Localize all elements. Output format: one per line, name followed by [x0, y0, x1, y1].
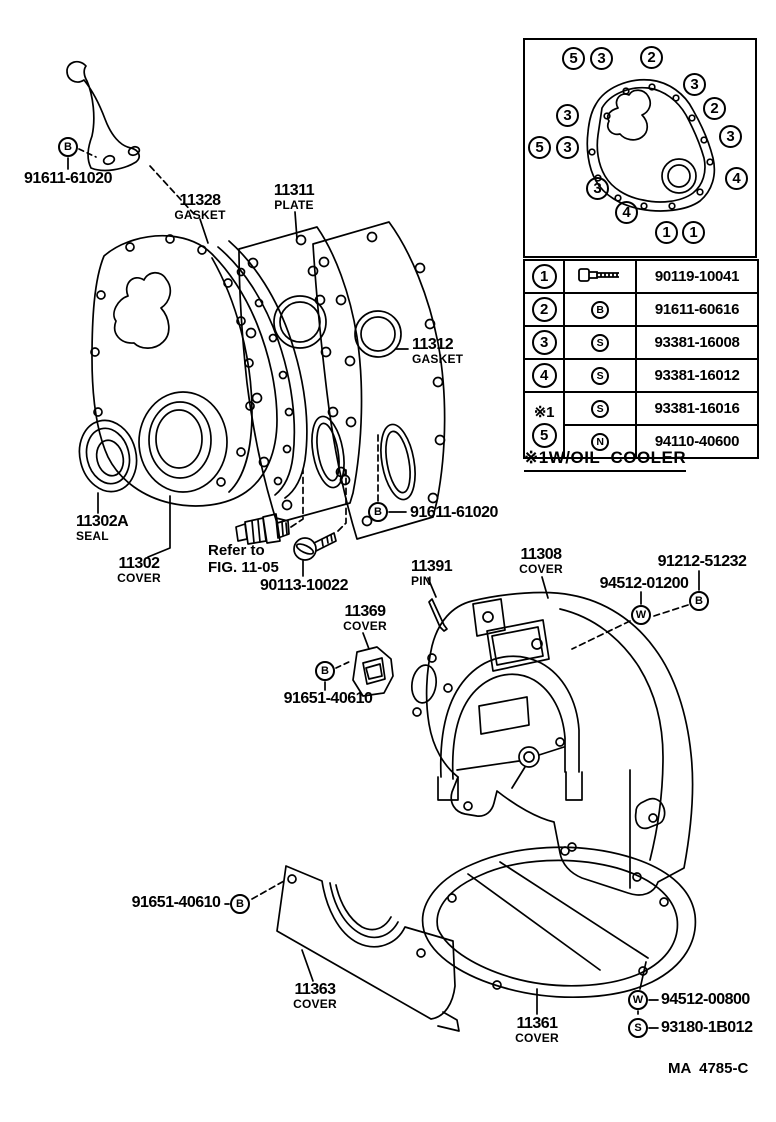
label-cover-11369 [336, 603, 394, 633]
table-row [524, 293, 758, 326]
callout-circle: 3 [556, 136, 579, 159]
refer-line1: Refer to [208, 542, 265, 559]
small-cover-part [353, 647, 393, 696]
label-washer-top [597, 575, 691, 592]
callout-number: 4 [532, 363, 557, 388]
part-caption: COVER [117, 571, 161, 586]
callout-number: 2 [532, 297, 557, 322]
part-number: 93381-16012 [636, 359, 758, 392]
part-number: 11308 [520, 546, 562, 563]
note-text: W/OIL COOLER [548, 448, 687, 467]
marker-s-icon: S [591, 367, 609, 385]
label-gasket-11328 [168, 192, 232, 222]
leader-dash-bolt-housing [654, 605, 688, 616]
label-bolt-dust [128, 894, 224, 911]
label-cover-11363 [286, 981, 344, 1011]
pin-part [429, 599, 447, 631]
label-plate-11311 [262, 182, 326, 212]
part-number: 93381-16008 [636, 326, 758, 359]
note-mark: ※1 [524, 448, 549, 467]
callout-circle: 3 [590, 47, 613, 70]
callout-circle: 5 [528, 136, 551, 159]
callout-circle: 3 [586, 177, 609, 200]
callout-circle: 1 [682, 221, 705, 244]
part-caption: COVER [519, 562, 563, 577]
label-seal-11302a [76, 513, 128, 543]
page-code: MA 4785-C [668, 1060, 749, 1077]
refer-line2: FIG. 11-05 [208, 559, 279, 577]
part-number: 91651-40610 [283, 690, 373, 707]
marker-b-icon: B [689, 591, 709, 611]
callout-circle: 4 [615, 201, 638, 224]
leader-dash-bolt-dust [252, 881, 284, 899]
label-bracket-bolt [16, 170, 120, 187]
part-caption: PLATE [274, 198, 314, 213]
table-row [524, 359, 758, 392]
label-housing-11308 [512, 546, 570, 576]
part-number: 94512-00800 [661, 991, 750, 1008]
marker-n-icon: N [591, 433, 609, 451]
bottom-cover-part [423, 847, 696, 997]
marker-b-icon: B [368, 502, 388, 522]
part-number: 11312 [412, 336, 454, 353]
leader-cover-timing [148, 496, 170, 557]
part-number: 93180-1B012 [661, 1019, 753, 1036]
label-bolt-housing [655, 553, 749, 570]
part-caption: PIN [411, 574, 432, 589]
label-gasket-11312 [412, 336, 463, 366]
label-cover-11302 [108, 555, 170, 585]
oil-pressure-sensor-part [236, 514, 289, 544]
part-number: 93381-16016 [636, 392, 758, 425]
marker-s-icon: S [628, 1018, 648, 1038]
part-number: 94110-40600 [636, 425, 758, 458]
oil-cooler-note [524, 448, 686, 472]
callout-number: 1 [532, 264, 557, 289]
part-number: 91212-51232 [657, 553, 747, 570]
leader-plate [295, 212, 297, 239]
label-refer-fig [208, 542, 279, 577]
label-union-bolt [255, 577, 353, 594]
callout-number: 3 [532, 330, 557, 355]
part-number: 91611-61020 [24, 170, 112, 187]
callout-circle: 2 [703, 97, 726, 120]
leader-gasket-front [200, 219, 208, 243]
label-bolt-small [280, 690, 376, 707]
part-number: 11363 [294, 981, 336, 998]
part-caption: COVER [293, 997, 337, 1012]
leader-cover-small [363, 633, 369, 649]
label-pin-11391 [411, 558, 452, 588]
callout-number: 5 [532, 423, 557, 448]
part-number: 91611-60616 [636, 293, 758, 326]
part-caption: COVER [343, 619, 387, 634]
callout-circle: 5 [562, 47, 585, 70]
part-number: 91611-61020 [410, 504, 498, 521]
callout-circle: 3 [683, 73, 706, 96]
marker-b-icon: B [315, 661, 335, 681]
callout-circle: 3 [556, 104, 579, 127]
part-caption: SEAL [76, 529, 109, 544]
marker-s-icon: S [591, 400, 609, 418]
part-number: 11361 [516, 1015, 558, 1032]
callout-circle: 3 [719, 125, 742, 148]
marker-w-icon: W [631, 605, 651, 625]
leader-housing [542, 577, 548, 598]
timing-cover-part [91, 235, 277, 506]
marker-b-icon: B [58, 137, 78, 157]
label-cover-11361 [508, 1015, 566, 1045]
part-caption: GASKET [412, 352, 464, 367]
callout-circle: 2 [640, 46, 663, 69]
part-number: 11302 [118, 555, 160, 572]
callout-circle: 4 [725, 167, 748, 190]
rear-gasket-part [313, 222, 445, 539]
table-row [524, 326, 758, 359]
part-number: 11328 [179, 192, 221, 209]
part-caption: GASKET [174, 208, 226, 223]
oil-cooler-mark: ※1 [533, 403, 555, 421]
part-number: 90119-10041 [636, 260, 758, 293]
marker-w-icon: W [628, 990, 648, 1010]
marker-s-icon: S [591, 334, 609, 352]
part-number: 11302A [76, 513, 129, 530]
marker-b-icon: B [230, 894, 250, 914]
label-washer-bottom [661, 991, 750, 1008]
table-row [524, 392, 758, 425]
parts-table [523, 259, 759, 459]
table-row [524, 260, 758, 293]
part-number: 11311 [273, 182, 315, 199]
leader-dash-cover-small [336, 661, 351, 668]
part-number: 94512-01200 [599, 575, 689, 592]
marker-b-icon: B [591, 301, 609, 319]
bracket-part [67, 62, 141, 171]
label-screw-bottom [661, 1019, 752, 1036]
part-number: 11369 [344, 603, 386, 620]
flywheel-housing-part [409, 593, 692, 895]
union-bolt-part [294, 533, 336, 560]
part-number: 11391 [411, 558, 453, 575]
leader-cover-dust [302, 950, 313, 981]
bolt-icon [577, 266, 623, 284]
callout-circle: 1 [655, 221, 678, 244]
part-number: 91651-40610 [131, 894, 221, 911]
part-caption: COVER [515, 1031, 559, 1046]
label-gasket-bolt [410, 504, 498, 521]
part-number: 90113-10022 [260, 577, 348, 594]
